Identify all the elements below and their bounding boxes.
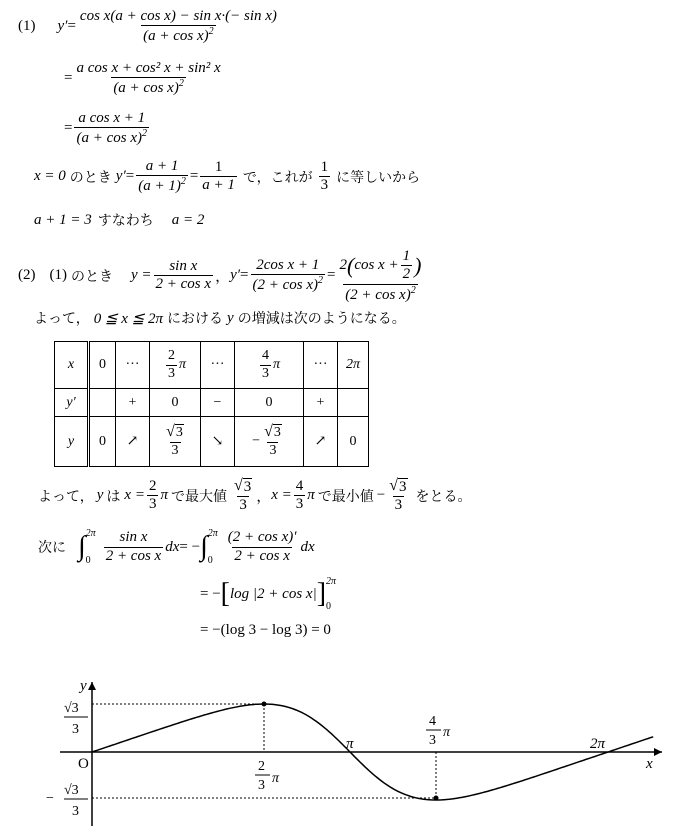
y-axis-label: y: [80, 678, 87, 694]
fraction-y: [154, 258, 214, 294]
min-label-num: √3: [64, 783, 79, 798]
text-ha: は: [106, 488, 121, 505]
table-cell: ···: [304, 342, 338, 389]
eq-minus: = −: [179, 538, 201, 555]
table-cell: +: [304, 389, 338, 417]
table-cell: 0: [89, 342, 116, 389]
dx: dx: [165, 538, 180, 555]
part1-label: (1): [18, 18, 36, 35]
denominator: $(a + 1)^2$: [138, 176, 186, 195]
integral-line2: = − [ log |2 + cos x| ] 2π 0: [200, 576, 337, 612]
text-noto: のとき: [71, 268, 113, 285]
denominator: 2 + cos x: [155, 276, 212, 293]
equals: =: [64, 70, 73, 87]
x-equals: x =: [124, 487, 145, 504]
table-cell: −: [201, 389, 235, 417]
fraction-derivative: [78, 8, 279, 46]
four-thirds-pi: π: [443, 725, 451, 740]
integral-result: = −(log 3 − log 3) = 0: [200, 622, 331, 638]
table-cell: ↘: [201, 417, 235, 467]
fraction-yprime-factored: [337, 248, 423, 304]
yprime: y′: [57, 18, 68, 35]
denominator: 3: [320, 177, 329, 194]
text-toru: をとる。: [415, 488, 472, 505]
dx: dx: [300, 538, 315, 555]
text-zougen: の増減は次のようになる。: [237, 311, 406, 327]
table-cell: y: [55, 417, 89, 467]
table-cell-4pi3: $\frac{4}{3}$ π: [235, 342, 304, 389]
equals: =: [327, 267, 336, 284]
conclusion-line: よって， y は x = $\frac{2}{3}$ π で最大値 √ 3 3 ， x = $\frac{4}{3}$ π で最小値 − √ 3 3 をとる。: [38, 477, 472, 513]
pi-label: π: [346, 736, 354, 752]
table-cell: y′: [55, 389, 89, 417]
table-cell: 0: [338, 417, 369, 467]
fraction-step2: [74, 60, 222, 98]
y-var: y: [96, 487, 104, 504]
four-thirds-den: 3: [429, 733, 436, 748]
table-cell: ↗: [304, 417, 338, 467]
integral-sign: ∫: [200, 531, 208, 562]
bracket-left: [: [220, 578, 230, 609]
max-label-den: 3: [72, 722, 79, 737]
min-label-den: 3: [72, 804, 79, 819]
numerator: a cos x + cos² x + sin² x: [76, 60, 221, 76]
text-yotte: よって，: [38, 488, 94, 505]
two-thirds-num: 2: [258, 759, 265, 774]
table-cell: +: [116, 389, 150, 417]
yprime: y′: [230, 267, 241, 284]
origin-label: O: [78, 756, 89, 772]
text-hitoshii: に等しいから: [336, 169, 421, 186]
part1-line2: [64, 60, 225, 98]
table-cell-2pi3: $\frac{2}{3}$ π: [150, 342, 201, 389]
denominator: $(2 + \cos x)^2$: [345, 284, 416, 303]
y-var: y: [227, 309, 234, 326]
y-equals: y =: [131, 267, 152, 284]
text-noto: のとき: [69, 169, 112, 186]
table-cell: [89, 389, 116, 417]
table-cell: ···: [116, 342, 150, 389]
four-thirds-num: 4: [429, 714, 436, 729]
two-pi-label: 2π: [590, 736, 606, 752]
table-row-x: [55, 342, 369, 389]
text-niokeru: における: [167, 311, 224, 327]
max-point: [262, 702, 267, 707]
numerator: cos x(a + cos x) − sin x·(− sin x): [79, 8, 277, 24]
text-tsugini: 次に: [38, 540, 66, 556]
pi: π: [160, 487, 168, 504]
integral-line3: [200, 622, 331, 639]
log-expression: log |2 + cos x|: [230, 585, 317, 602]
table-cell: 0: [89, 417, 116, 467]
denominator: $(a + \cos x)^2$: [143, 26, 214, 45]
table-cell: [338, 389, 369, 417]
part2-ref: (1): [49, 267, 67, 284]
two-thirds-den: 3: [258, 778, 265, 793]
x-equals: x =: [271, 487, 292, 504]
part1-line5: [34, 210, 204, 230]
comma: ，: [215, 269, 231, 286]
text-yotte: よって，: [34, 311, 90, 327]
text-korega: で，これが: [242, 169, 313, 186]
table-cell: 0: [235, 389, 304, 417]
equals: =: [125, 168, 135, 185]
two-thirds-pi: π: [272, 771, 280, 786]
result-a2: a = 2: [171, 211, 205, 228]
text-min: で最小値: [317, 488, 374, 505]
table-cell-max: √ 3 3: [150, 417, 201, 467]
part2-label: (2): [18, 267, 36, 284]
curve: [92, 704, 653, 800]
part1-line4: [34, 158, 420, 196]
denominator: $(a + \cos x)^2$: [113, 78, 184, 97]
max-value: √ 3 3: [233, 477, 252, 513]
integral-line1: 次に ∫ 2π 0 $\frac{\text{sin x}}{\text{2 + cos x}}$ dx = − ∫ 2π 0 $\frac{\text{(2 + cos x)′}}{\text{2 + cos x}}$ dx: [38, 528, 315, 566]
yprime: y′: [115, 168, 126, 185]
bracket-right: ]: [316, 578, 327, 609]
fraction-1-over-a1: [200, 159, 237, 195]
fraction-step3: [74, 110, 149, 148]
fraction-half: $\frac{1}{2}$: [402, 248, 411, 283]
table-cell: ↗: [116, 417, 150, 467]
numerator: 2 ( cos x + $\frac{1}{2}$ ): [339, 248, 422, 283]
numerator: a cos x + 1: [78, 110, 146, 126]
numerator: 2cos x + 1: [256, 257, 320, 274]
integral-sign: ∫: [78, 531, 86, 562]
text-max: で最大値: [170, 488, 227, 505]
y-axis-arrow: [88, 682, 96, 690]
minus: −: [376, 487, 386, 504]
fraction-yprime: [251, 257, 326, 295]
comma: ，: [256, 489, 272, 506]
table-row-yprime: [55, 389, 369, 417]
equation-a1-3: a + 1 = 3: [34, 211, 92, 228]
lower-limit: 0: [85, 555, 91, 566]
min-label-sign: −: [46, 791, 54, 806]
eq-minus: = −: [200, 585, 221, 602]
table-cell: x: [55, 342, 89, 389]
table-cell: 0: [150, 389, 201, 417]
part2-line1: [18, 248, 425, 304]
x-axis-label: x: [646, 756, 653, 772]
numerator: sin x: [169, 258, 198, 275]
equals: =: [189, 168, 199, 185]
denominator: $(2 + \cos x)^2$: [252, 275, 324, 294]
x-axis-arrow: [654, 748, 662, 756]
equals: =: [67, 18, 76, 35]
numerator: a + 1: [145, 158, 179, 174]
table-row-y: [55, 417, 369, 467]
upper-limit: 2π: [85, 528, 96, 539]
part1-line3: [64, 110, 151, 148]
table-cell: 2π: [338, 342, 369, 389]
table-cell: ···: [201, 342, 235, 389]
denominator: a + 1: [202, 177, 235, 194]
pi: π: [307, 487, 315, 504]
part1-line1: [18, 8, 281, 46]
x-zero: x = 0: [34, 168, 66, 185]
increase-decrease-table: [54, 341, 369, 467]
min-point: [434, 796, 439, 801]
part2-line2: [34, 308, 406, 328]
fraction-one-third: [319, 159, 331, 195]
fraction-a1: [136, 158, 188, 196]
equals: =: [64, 120, 73, 137]
equals: =: [240, 267, 249, 284]
numerator: 1: [320, 159, 329, 175]
max-label-num: √3: [64, 701, 79, 716]
range: 0 ≦ x ≦ 2π: [93, 310, 164, 327]
table-cell-min: − √ 3 3: [235, 417, 304, 467]
denominator: $(a + \cos x)^2$: [76, 128, 147, 147]
numerator: 1: [214, 159, 223, 175]
text-sunawachi: すなわち: [97, 213, 154, 229]
min-value: √ 3 3: [389, 477, 407, 513]
